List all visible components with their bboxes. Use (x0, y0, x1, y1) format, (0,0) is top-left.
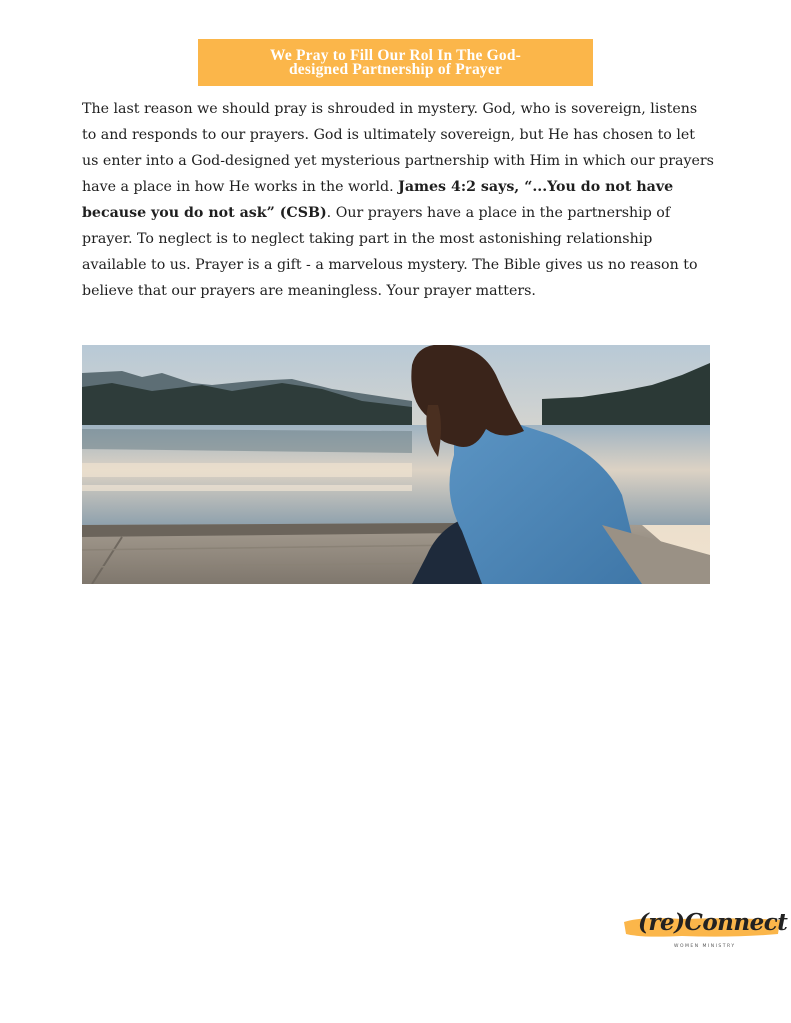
paragraph-text-start: The last reason we should pray is shrouded in mystery. God, who is sovereign, listens to and responds to our prayers. God is ultimately sovereign, but He has chosen to let us enter into a God-designed yet mysterious partnership with Him in which our prayers have a place in how He works in the world. (82, 101, 714, 195)
photo-woman-on-dock (82, 345, 710, 584)
reconnect-logo (622, 908, 788, 954)
heading-line-1: We Pray to Fill Our Rol In The God- (270, 46, 521, 64)
body-paragraph (82, 96, 714, 304)
logo-tagline: WOMEN MINISTRY (674, 944, 736, 949)
scripture-reference: James 4:2 says, “...You do not have because you do not ask” (CSB) (82, 179, 674, 221)
section-heading-banner (198, 39, 593, 86)
paragraph-text-end: . Our prayers have a place in the partnership of prayer. To neglect is to neglect taking part in the most astonishing relationship available to us. Prayer is a gift - a marvelous mystery. The Bible gives us no reason to believe that our prayers are meaningless. Your prayer matters. (82, 205, 698, 299)
heading-line-2: designed Partnership of Prayer (288, 60, 503, 78)
section-heading (270, 46, 521, 78)
logo-brand: (re)Connect (638, 909, 788, 936)
